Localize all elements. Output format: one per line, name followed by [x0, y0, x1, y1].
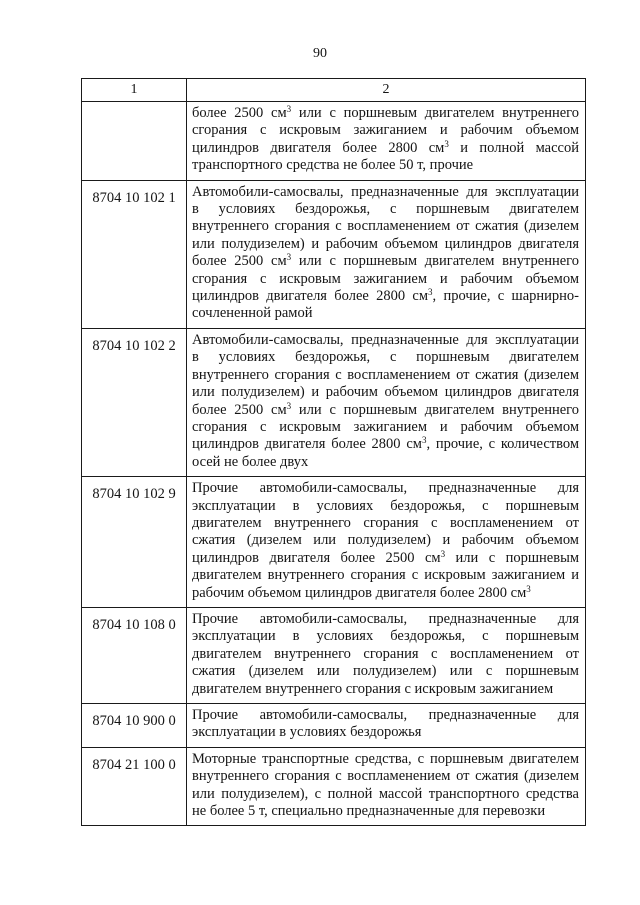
- description-line: Автомобили-самосвалы, предназначенные для эксплуатации: [192, 331, 579, 348]
- page-number: 90: [313, 46, 327, 61]
- description-line: внутреннего сгорания с воспламенением от сжатия (дизелем: [192, 366, 579, 383]
- commodity-description: [187, 607, 586, 703]
- commodity-description: [187, 704, 586, 748]
- description-line: эксплуатации в условиях бездорожья, с поршневым: [192, 497, 579, 514]
- description-line: сочлененной рамой: [192, 305, 313, 322]
- description-line: Прочие автомобили-самосвалы, предназначенные для: [192, 707, 579, 723]
- column-header-2: 2: [187, 79, 586, 102]
- table-header-row: [82, 79, 586, 102]
- description-line: в условиях бездорожья, с поршневым двигателем: [192, 349, 579, 366]
- table-row: [82, 102, 586, 181]
- description-line: не более 5 т, специально предназначенные для перевозки: [192, 803, 546, 820]
- description-line: двигателем внутреннего сгорания с воспламенением от: [192, 514, 579, 531]
- description-line: цилиндров двигателя более 2800 $см^3$, прочие, с шарнирно-: [192, 287, 579, 305]
- description-line: сжатия (дизелем или полудизелем) и рабочим объемом: [192, 532, 579, 549]
- description-line: цилиндров двигателя более 2500 $см^3$ или с поршневым: [192, 548, 579, 566]
- commodity-description: [187, 328, 586, 476]
- description-line: двигателем внутреннего сгорания с искровым зажиганием: [192, 680, 554, 697]
- description-line: внутреннего сгорания с воспламенением от сжатия (дизелем: [192, 218, 579, 235]
- table-row: [82, 704, 586, 748]
- commodity-code: 8704 10 102 9: [82, 477, 187, 608]
- description-line: или полудизелем), с полной массой транспортного средства: [192, 785, 579, 802]
- column-header-1: 1: [82, 79, 187, 102]
- commodity-code: 8704 10 108 0: [82, 607, 187, 703]
- description-line: эксплуатации в условиях бездорожья, с поршневым: [192, 628, 579, 645]
- description-line: Моторные транспортные средства, с поршневым двигателем: [192, 750, 579, 767]
- description-line: сгорания с искровым зажиганием и рабочим объемом: [192, 122, 579, 139]
- table-row: [82, 180, 586, 328]
- description-line: осей не более двух: [192, 453, 309, 470]
- commodity-description: [187, 180, 586, 328]
- description-line: транспортного средства не более 50 т, прочие: [192, 157, 474, 174]
- description-line: сгорания с искровым зажиганием и рабочим объемом: [192, 418, 579, 435]
- description-line: в условиях бездорожья, с поршневым двигателем: [192, 201, 579, 218]
- description-line: Прочие автомобили-самосвалы, предназначенные для: [192, 610, 579, 627]
- table-row: [82, 747, 586, 826]
- description-line: двигателем внутреннего сгорания с искровым зажиганием и: [192, 567, 579, 584]
- commodity-code: 8704 21 100 0: [82, 747, 187, 826]
- description-line: сгорания с искровым зажиганием и рабочим объемом: [192, 270, 579, 287]
- description-line: Автомобили-самосвалы, предназначенные для эксплуатации: [192, 183, 579, 200]
- commodity-description: [187, 477, 586, 608]
- description-line: двигателем внутреннего сгорания с воспламенением от: [192, 645, 579, 662]
- commodity-description: [187, 747, 586, 826]
- commodity-code: 8704 10 102 1: [82, 180, 187, 328]
- description-line: Прочие автомобили-самосвалы, предназначенные для: [192, 480, 579, 497]
- commodity-code: 8704 10 102 2: [82, 328, 187, 476]
- description-line: или полудизелем) и рабочим объемом цилиндров двигателя: [192, 235, 579, 252]
- description-line: цилиндров двигателя более 2800 $см^3$ и полной массой: [192, 138, 579, 156]
- table-row: [82, 328, 586, 476]
- commodity-code: 8704 10 900 0: [82, 704, 187, 748]
- description-line: цилиндров двигателя более 2800 $см^3$, прочие, с количеством: [192, 435, 579, 453]
- description-line: более 2500 $см^3$ или с поршневым двигателем внутреннего: [192, 252, 579, 270]
- table-row: [82, 607, 586, 703]
- description-line: более 2500 $см^3$ или с поршневым двигателем внутреннего: [192, 400, 579, 418]
- description-line: рабочим объемом цилиндров двигателя более 2800 $см^3$: [192, 583, 531, 601]
- description-line: более 2500 $см^3$ или с поршневым двигателем внутреннего: [192, 104, 579, 121]
- table-row: [82, 477, 586, 608]
- description-line: эксплуатации в условиях бездорожья: [192, 724, 422, 741]
- description-line: или полудизелем) и рабочим объемом цилиндров двигателя: [192, 384, 579, 401]
- tariff-code-table: [81, 78, 586, 826]
- description-line: внутреннего сгорания с воспламенением от сжатия (дизелем: [192, 768, 579, 785]
- commodity-description: [187, 102, 586, 181]
- description-line: сжатия (дизелем или полудизелем) или с поршневым: [192, 663, 579, 680]
- commodity-code: [82, 102, 187, 181]
